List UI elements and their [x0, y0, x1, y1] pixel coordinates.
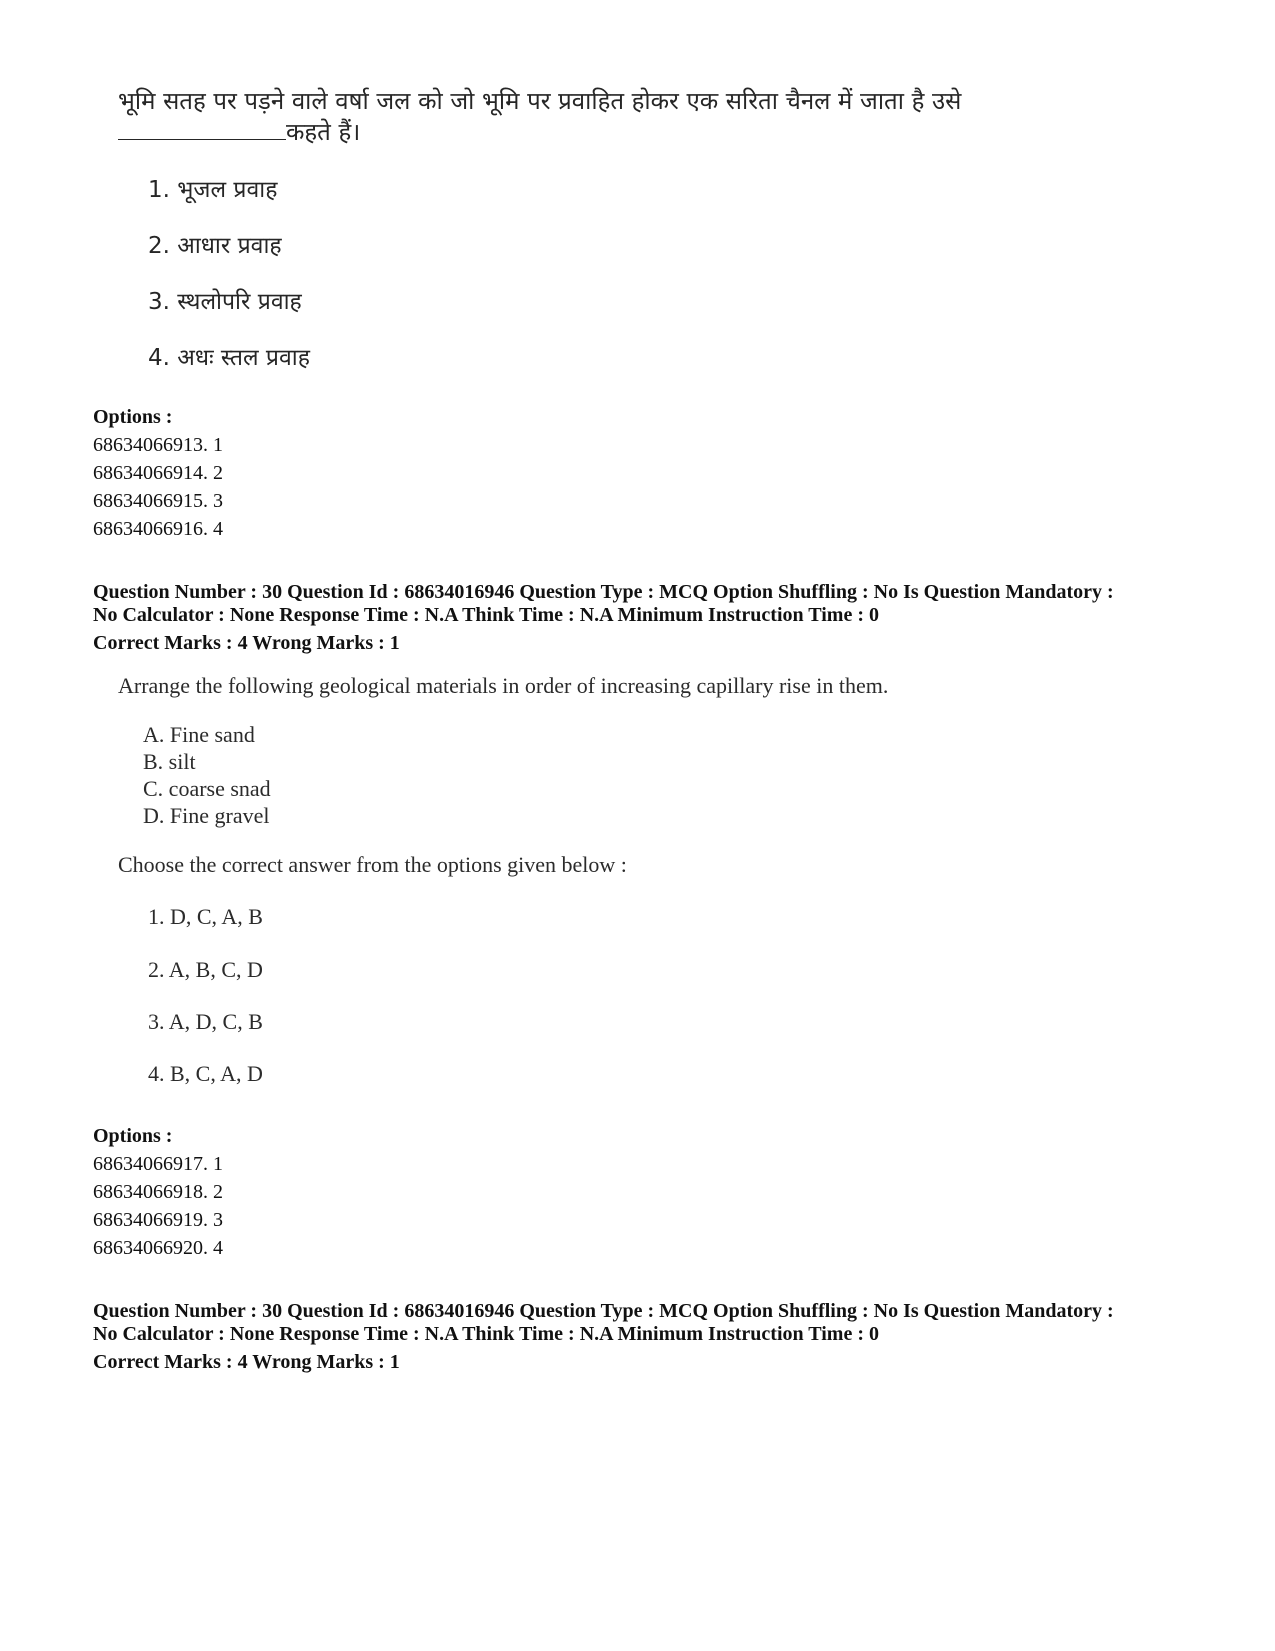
- options-heading-2: Options :: [93, 1125, 173, 1147]
- options-heading-1: Options :: [93, 406, 173, 428]
- answer-blank: [118, 117, 286, 140]
- hindi-option-1: 1. भूजल प्रवाह: [148, 177, 278, 203]
- option-id-1: 68634066913. 1: [93, 434, 223, 456]
- question-meta-line1: Question Number : 30 Question Id : 68634016946 Question Type : MCQ Option Shuffling : No Is Question Mandatory :: [93, 581, 1114, 603]
- question-meta-line1: Question Number : 30 Question Id : 68634016946 Question Type : MCQ Option Shuffling : No Is Question Mandatory :: [93, 1300, 1114, 1322]
- hindi-option-3: 3. स्थलोपरि प्रवाह: [148, 289, 302, 315]
- hindi-option-4: 4. अधः स्तल प्रवाह: [148, 345, 310, 371]
- answer-instruction: Choose the correct answer from the options given below :: [118, 852, 627, 877]
- hindi-question-line1: भूमि सतह पर पड़ने वाले वर्षा जल को जो भूमि पर प्रवाहित होकर एक सरिता चैनल में जाता है उसे: [118, 87, 962, 115]
- list-item-a: A. Fine sand: [143, 722, 255, 747]
- option-id-5: 68634066917. 1: [93, 1153, 223, 1175]
- question-marks: Correct Marks : 4 Wrong Marks : 1: [93, 1351, 400, 1373]
- english-option-1: 1. D, C, A, B: [148, 904, 263, 929]
- list-item-d: D. Fine gravel: [143, 803, 270, 828]
- english-option-2: 2. A, B, C, D: [148, 957, 263, 982]
- question-meta-line2: No Calculator : None Response Time : N.A Think Time : N.A Minimum Instruction Time : 0: [93, 1323, 879, 1345]
- option-id-3: 68634066915. 3: [93, 490, 223, 512]
- option-id-8: 68634066920. 4: [93, 1237, 223, 1259]
- hindi-question-line2-text: कहते हैं।: [286, 118, 361, 146]
- english-option-4: 4. B, C, A, D: [148, 1061, 263, 1086]
- english-option-3: 3. A, D, C, B: [148, 1009, 263, 1034]
- english-question-stem: Arrange the following geological materials in order of increasing capillary rise in them.: [118, 673, 889, 698]
- option-id-6: 68634066918. 2: [93, 1181, 223, 1203]
- hindi-question-stem: [118, 86, 961, 148]
- option-id-4: 68634066916. 4: [93, 518, 223, 540]
- question-marks: Correct Marks : 4 Wrong Marks : 1: [93, 632, 400, 654]
- list-item-c: C. coarse snad: [143, 776, 271, 801]
- hindi-question-line2: [118, 117, 961, 148]
- option-id-2: 68634066914. 2: [93, 462, 223, 484]
- option-id-7: 68634066919. 3: [93, 1209, 223, 1231]
- hindi-option-2: 2. आधार प्रवाह: [148, 233, 282, 259]
- question-meta-line2: No Calculator : None Response Time : N.A Think Time : N.A Minimum Instruction Time : 0: [93, 604, 879, 626]
- list-item-b: B. silt: [143, 749, 196, 774]
